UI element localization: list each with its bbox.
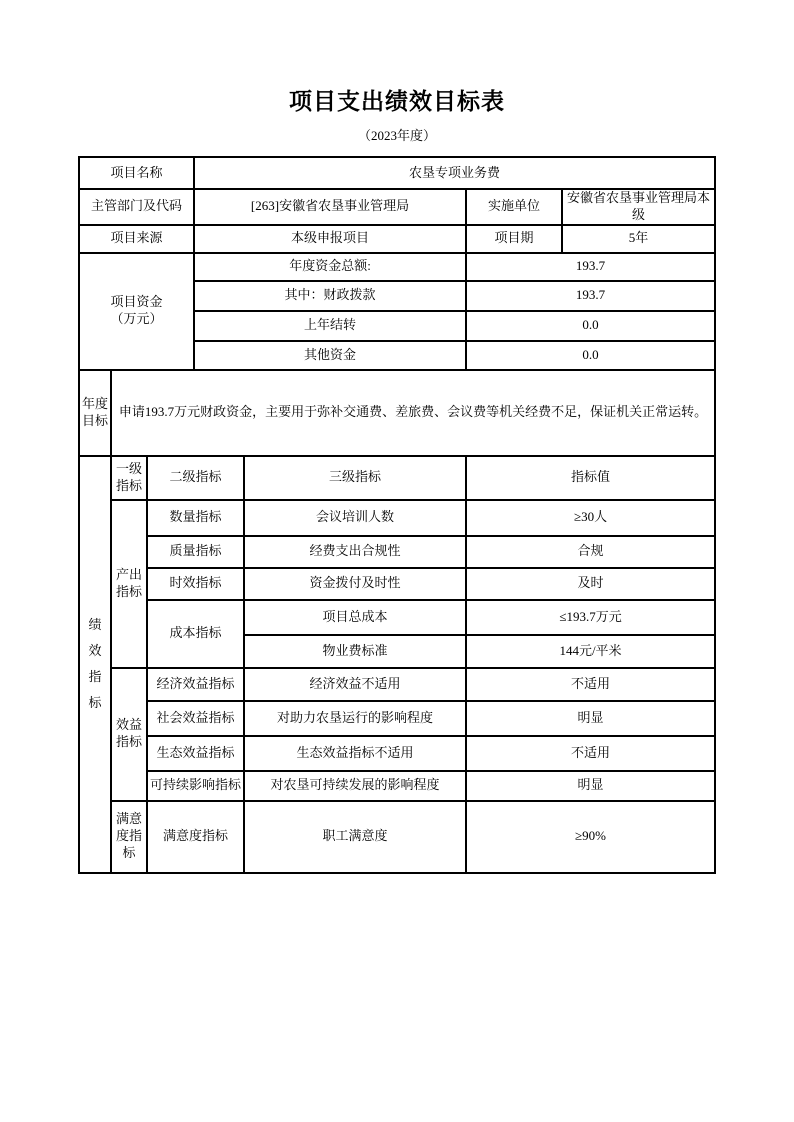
indicator-level2: 时效指标 xyxy=(147,568,244,600)
annual-goal-text: 申请193.7万元财政资金，主要用于弥补交通费、差旅费、会议费等机关经费不足，保证机关正常运转。 xyxy=(111,370,715,456)
indicator-level3: 项目总成本 xyxy=(244,600,466,635)
annual-goal-label: 年度目标 xyxy=(79,370,111,456)
indicator-level3: 生态效益指标不适用 xyxy=(244,736,466,771)
group-label-satisfaction: 满意度指标 xyxy=(111,801,147,873)
indicator-level3: 对农垦可持续发展的影响程度 xyxy=(244,771,466,801)
table-row xyxy=(79,600,715,635)
table-row xyxy=(79,771,715,801)
funding-item-value: 0.0 xyxy=(466,341,715,370)
period-value: 5年 xyxy=(562,225,715,253)
group-label-benefit: 效益指标 xyxy=(111,668,147,801)
indicator-level2: 社会效益指标 xyxy=(147,701,244,736)
table-row xyxy=(79,500,715,536)
indicator-value: 不适用 xyxy=(466,668,715,701)
table-row xyxy=(79,536,715,568)
header-value: 指标值 xyxy=(466,456,715,500)
table-row xyxy=(79,456,715,500)
funding-item-value: 193.7 xyxy=(466,253,715,281)
indicator-level3: 经费支出合规性 xyxy=(244,536,466,568)
indicator-level3: 物业费标准 xyxy=(244,635,466,668)
table-row xyxy=(79,736,715,771)
indicator-level2: 成本指标 xyxy=(147,600,244,668)
performance-section-label-text: 绩效指标 xyxy=(88,617,102,711)
indicator-value: ≥30人 xyxy=(466,500,715,536)
dept-label: 主管部门及代码 xyxy=(79,189,194,225)
indicator-value: 不适用 xyxy=(466,736,715,771)
funding-label-line1: 项目资金 xyxy=(110,294,163,310)
indicator-level2: 生态效益指标 xyxy=(147,736,244,771)
indicator-value: 明显 xyxy=(466,771,715,801)
indicator-value: ≤193.7万元 xyxy=(466,600,715,635)
project-name-label: 项目名称 xyxy=(79,157,194,189)
page-title: 项目支出绩效目标表 xyxy=(289,88,505,114)
group-label-output: 产出指标 xyxy=(111,500,147,668)
header-level1: 一级指标 xyxy=(111,456,147,500)
funding-item-label: 年度资金总额: xyxy=(194,253,466,281)
project-name-value: 农垦专项业务费 xyxy=(194,157,715,189)
indicator-level2: 数量指标 xyxy=(147,500,244,536)
funding-item-value: 0.0 xyxy=(466,311,715,341)
table-row xyxy=(79,668,715,701)
table-row xyxy=(79,189,715,225)
indicator-level2: 满意度指标 xyxy=(147,801,244,873)
table-row xyxy=(79,370,715,456)
source-label: 项目来源 xyxy=(79,225,194,253)
funding-item-label: 上年结转 xyxy=(194,311,466,341)
table-row xyxy=(79,701,715,736)
table-row xyxy=(79,568,715,600)
page-subtitle: （2023年度） xyxy=(357,128,436,143)
header-level3: 三级指标 xyxy=(244,456,466,500)
indicator-value: 及时 xyxy=(466,568,715,600)
header-level2: 二级指标 xyxy=(147,456,244,500)
indicator-value: 合规 xyxy=(466,536,715,568)
table-row xyxy=(79,157,715,189)
indicator-value: 144元/平米 xyxy=(466,635,715,668)
indicator-level3: 对助力农垦运行的影响程度 xyxy=(244,701,466,736)
impl-unit-label: 实施单位 xyxy=(466,189,562,225)
table-row xyxy=(79,225,715,253)
indicator-level2: 质量指标 xyxy=(147,536,244,568)
performance-target-table xyxy=(78,156,716,874)
table-row xyxy=(79,801,715,873)
indicator-level2: 可持续影响指标 xyxy=(147,771,244,801)
funding-label-line2: （万元） xyxy=(110,311,163,327)
performance-section-label xyxy=(79,456,111,873)
indicator-level3: 职工满意度 xyxy=(244,801,466,873)
indicator-level2: 经济效益指标 xyxy=(147,668,244,701)
table-row xyxy=(79,253,715,281)
funding-item-label: 其他资金 xyxy=(194,341,466,370)
impl-unit-value: 安徽省农垦事业管理局本级 xyxy=(562,189,715,225)
funding-item-value: 193.7 xyxy=(466,281,715,311)
indicator-level3: 资金拨付及时性 xyxy=(244,568,466,600)
indicator-value: 明显 xyxy=(466,701,715,736)
funding-section-label xyxy=(79,253,194,370)
dept-value: [263]安徽省农垦事业管理局 xyxy=(194,189,466,225)
indicator-value: ≥90% xyxy=(466,801,715,873)
source-value: 本级申报项目 xyxy=(194,225,466,253)
indicator-level3: 会议培训人数 xyxy=(244,500,466,536)
period-label: 项目期 xyxy=(466,225,562,253)
funding-item-label: 其中：财政拨款 xyxy=(194,281,466,311)
indicator-level3: 经济效益不适用 xyxy=(244,668,466,701)
